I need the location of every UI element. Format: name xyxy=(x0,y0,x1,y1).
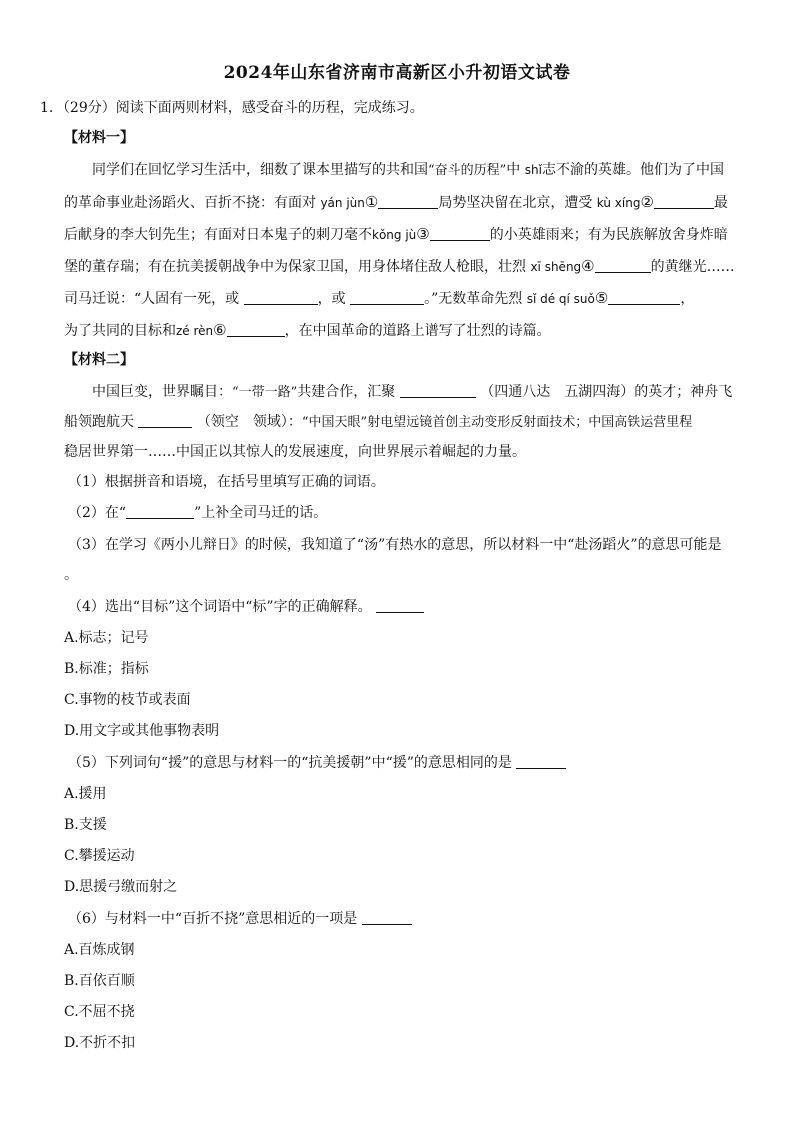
blank-sima-1[interactable] xyxy=(244,290,318,305)
material-1-line-4: 堡的董存瑞；有在抗美援朝战争中为保家卫国，用身体堵住敌人枪眼，壮烈 xī shēng④ 的黄继光…… xyxy=(64,257,735,275)
option-4b[interactable]: B.标准；指标 xyxy=(64,661,149,677)
blank-2[interactable] xyxy=(654,194,714,209)
question-1-heading: 1．（29分）阅读下面两则材料，感受奋斗的历程，完成练习。 xyxy=(40,100,424,116)
blank-sitongbada[interactable] xyxy=(400,383,476,398)
blank-sub2[interactable] xyxy=(126,504,194,519)
blank-lingkong[interactable] xyxy=(138,413,192,428)
pinyin-shi: shǐ xyxy=(524,163,542,177)
blank-6[interactable] xyxy=(227,322,285,337)
sub-question-3: （3）在学习《两小儿辩日》的时候，我知道了“汤”有热水的意思，所以材料一中“赴汤蹈火”的意思可能是 xyxy=(68,537,722,553)
option-4a[interactable]: A.标志；记号 xyxy=(64,630,149,646)
material-1-line-3: 后献身的李大钊先生；有面对日本鬼子的刺刀毫不kǒng jù③ 的小英雄雨来；有为民族解放舍身炸暗 xyxy=(64,225,728,243)
blank-4[interactable] xyxy=(595,258,651,273)
option-5a[interactable]: A.援用 xyxy=(64,786,107,802)
sub-question-4: （4）选出“目标”这个词语中“标”字的正确解释。 xyxy=(68,597,424,617)
material-1-line-2: 的革命事业赴汤蹈火、百折不挠：有面对 yán jùn① 局势坚决留在北京，遭受 kù xíng② 最 xyxy=(64,193,728,211)
sub-question-6: （6）与材料一中“百折不挠”意思相近的一项是 xyxy=(68,909,412,929)
sub-question-3-end: 。 xyxy=(64,567,78,583)
material-1-label: 【材料一】 xyxy=(64,130,134,146)
option-5b[interactable]: B.支援 xyxy=(64,817,107,833)
option-5d[interactable]: D.思援弓缴而射之 xyxy=(64,879,178,895)
blank-5[interactable] xyxy=(608,290,680,305)
material-1-line-6: 为了共同的目标和zé rèn⑥ ，在中国革命的道路上谱写了壮烈的诗篇。 xyxy=(64,321,551,339)
page-title: 2024年山东省济南市高新区小升初语文试卷 xyxy=(223,63,571,83)
option-4c[interactable]: C.事物的枝节或表面 xyxy=(64,692,191,708)
material-2-line-1: 中国巨变，世界瞩目：“一带一路”共建合作，汇聚 （四通八达 五湖四海）的英才；神舟飞 xyxy=(92,384,733,400)
blank-1[interactable] xyxy=(378,194,438,209)
sub-question-2: （2）在“ ”上补全司马迁的话。 xyxy=(68,505,328,521)
option-6a[interactable]: A.百炼成钢 xyxy=(64,942,135,958)
material-2-line-2: 船领跑航天 （领空 领域）：“中国天眼”射电望远镜首创主动变形反射面技术；中国高铁运营里程 xyxy=(64,414,693,430)
blank-sub6[interactable] xyxy=(362,910,412,925)
material-2-label: 【材料二】 xyxy=(64,352,134,368)
blank-sub4[interactable] xyxy=(376,598,424,613)
option-5c[interactable]: C.攀援运动 xyxy=(64,848,135,864)
sub-question-1: （1）根据拼音和语境，在括号里填写正确的词语。 xyxy=(68,474,385,490)
material-1-line-5: 司马迁说：“人固有一死，或 ，或 。”无数革命先烈 sǐ dé qí suǒ⑤ ， xyxy=(64,289,695,307)
blank-sub5[interactable] xyxy=(516,754,566,769)
blank-sima-2[interactable] xyxy=(350,290,424,305)
material-2-line-3: 稳居世界第一……中国正以其惊人的发展速度，向世界展示着崛起的力量。 xyxy=(64,444,526,460)
option-6d[interactable]: D.不折不扣 xyxy=(64,1035,136,1051)
material-1-line-1: 同学们在回忆学习生活中，细数了课本里描写的共和国“奋斗的历程”中 shǐ志不渝的英雄。他们为了中国 xyxy=(92,162,724,178)
blank-3[interactable] xyxy=(430,226,490,241)
option-6c[interactable]: C.不屈不挠 xyxy=(64,1004,135,1020)
option-6b[interactable]: B.百依百顺 xyxy=(64,973,135,989)
option-4d[interactable]: D.用文字或其他事物表明 xyxy=(64,723,220,739)
sub-question-5: （5）下列词句“援”的意思与材料一的“抗美援朝”中“援”的意思相同的是 xyxy=(68,753,566,773)
